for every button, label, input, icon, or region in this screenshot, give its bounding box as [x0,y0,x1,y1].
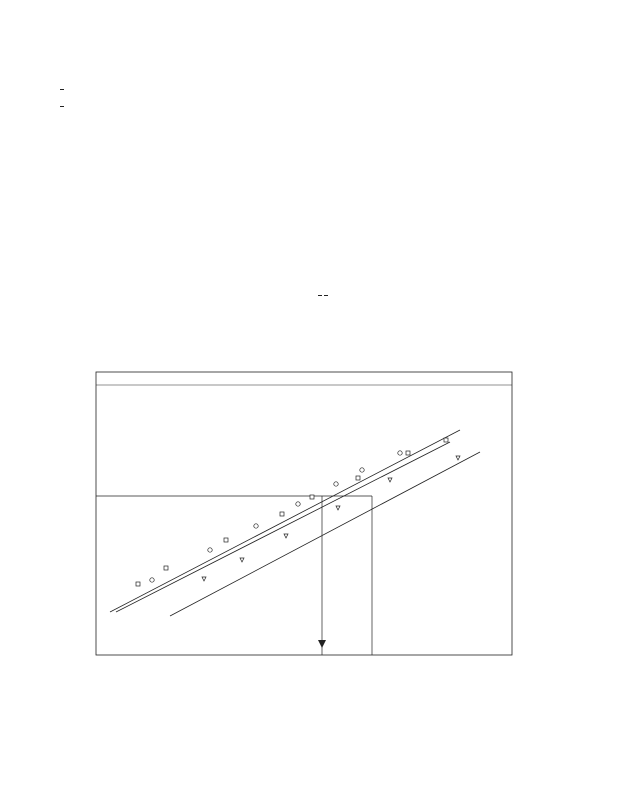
data-point [296,502,300,506]
data-point [444,438,448,442]
right-column [318,84,568,94]
data-point [136,582,140,586]
series-triangle-points [202,456,460,581]
data-point [360,468,364,472]
data-point [240,558,244,562]
left-column [60,84,303,122]
series-circle-points [150,451,402,582]
data-point [310,495,314,499]
data-point [388,478,392,482]
data-point [284,534,288,538]
data-point [456,456,460,460]
equation-10-103 [318,290,568,301]
series-line-circle [110,430,460,612]
data-point [254,524,258,528]
data-point [336,506,340,510]
data-point [280,512,284,516]
data-point [334,482,338,486]
plot-frame [96,372,512,655]
data-point [208,548,212,552]
equation-velocity [60,100,303,112]
series-line-triangle [170,452,480,616]
data-point [398,451,402,455]
series-line-square [116,442,450,612]
data-point [202,577,206,581]
data-point [356,476,360,480]
data-point [150,578,154,582]
marker-arrow [318,640,326,648]
equation-flow [60,84,303,96]
data-point [224,538,228,542]
figure-10-73 [60,358,570,678]
data-point [406,451,410,455]
data-point [164,566,168,570]
